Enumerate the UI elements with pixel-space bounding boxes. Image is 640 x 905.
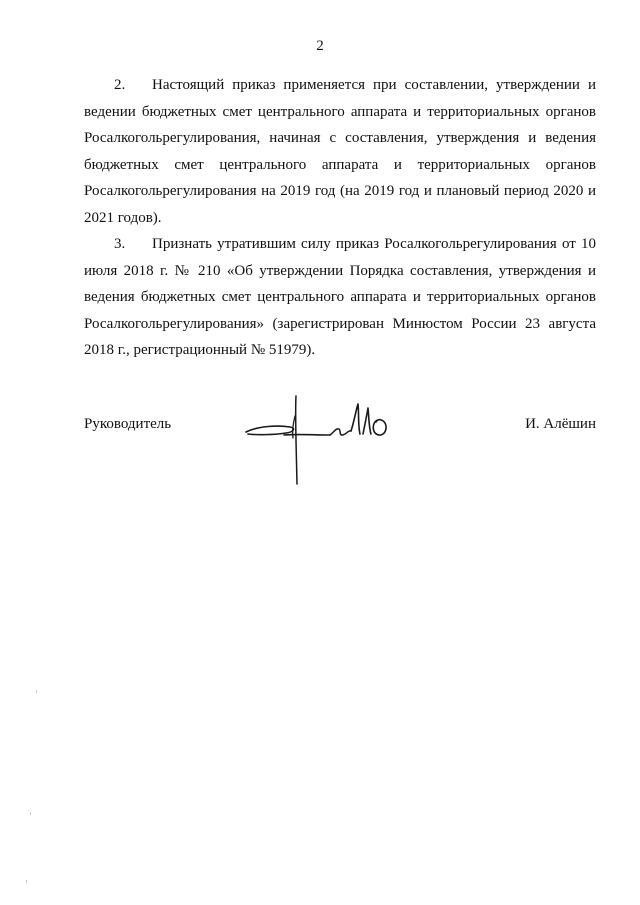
paragraph-number: 3. — [114, 236, 126, 252]
signatory-name: И. Алёшин — [525, 416, 596, 432]
paragraph-text: Настоящий приказ применяется при составлении, утверждении и ведении бюджетных смет центрального аппарата и территориальных органов Росалкогольрегулирования, начиная с составления, утверждения и ведения бюджетных смет центрального аппарата и территориальных органов Росалкогольрегулирования на 2019 год (на 2019 год и плановый период 2020 и 2021 годов). — [84, 77, 596, 226]
page-number: 2 — [316, 38, 324, 54]
paragraph-number: 2. — [114, 77, 126, 93]
scan-speck — [26, 880, 27, 883]
signatory-title: Руководитель — [84, 416, 172, 432]
paragraph-2 — [84, 72, 596, 231]
paragraph-3 — [84, 231, 596, 364]
document-body — [84, 72, 596, 364]
handwritten-signature — [238, 392, 403, 487]
scan-speck — [30, 812, 31, 815]
paragraph-text: Признать утратившим силу приказ Росалкогольрегулирования от 10 июля 2018 г. № 210 «Об утверждении Порядка составления, утверждения и ведения бюджетных смет центрального аппарата и территориальных органов Росалкогольрегулирования» (зарегистрирован Минюстом России 23 августа 2018 г., регистрационный № 51979). — [84, 236, 596, 358]
scan-speck — [36, 690, 37, 693]
